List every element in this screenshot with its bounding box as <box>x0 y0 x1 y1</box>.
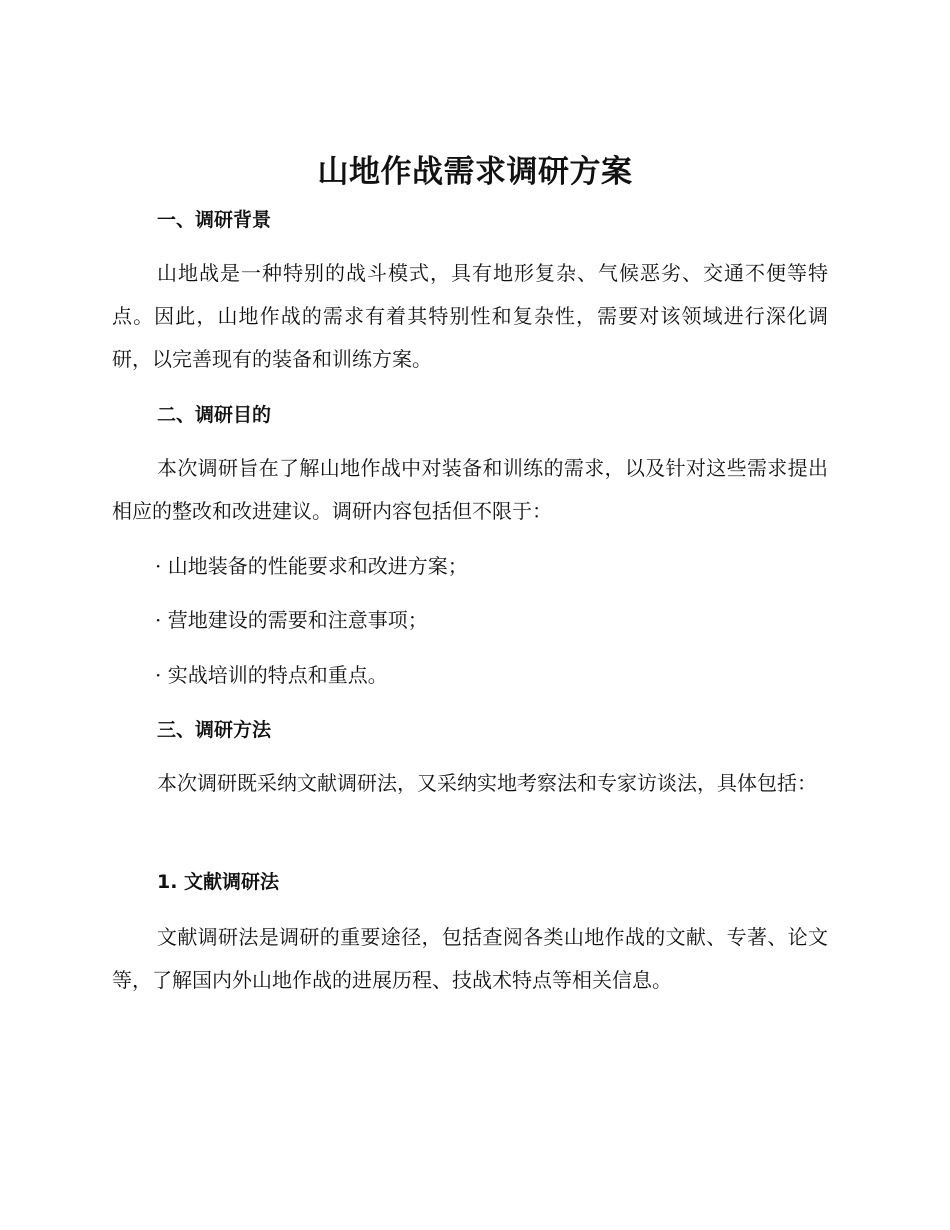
paragraph-purpose: 本次调研旨在了解山地作战中对装备和训练的需求，以及针对这些需求提出相应的整改和改进建议。调研内容包括但不限于： <box>112 456 828 523</box>
section-heading-method: 三、调研方法 <box>157 719 272 741</box>
section-heading-background: 一、调研背景 <box>157 209 272 231</box>
paragraph-literature: 文献调研法是调研的重要途径，包括查阅各类山地作战的文献、专著、论文等，了解国内外山地作战的进展历程、技战术特点等相关信息。 <box>112 925 828 992</box>
paragraph-method: 本次调研既采纳文献调研法，又采纳实地考察法和专家访谈法，具体包括： <box>157 771 817 795</box>
bullet-item: · 营地建设的需要和注意事项； <box>155 608 428 632</box>
bullet-item: · 山地装备的性能要求和改进方案； <box>155 554 468 578</box>
section-heading-purpose: 二、调研目的 <box>157 404 272 426</box>
document-title: 山地作战需求调研方案 <box>317 154 633 190</box>
subsection-heading-literature: 1. 文献调研法 <box>157 871 280 893</box>
paragraph-background: 山地战是一种特别的战斗模式，具有地形复杂、气候恶劣、交通不便等特点。因此，山地作战的需求有着其特别性和复杂性，需要对该领域进行深化调研，以完善现有的装备和训练方案。 <box>112 261 828 371</box>
bullet-item: · 实战培训的特点和重点。 <box>155 663 388 687</box>
